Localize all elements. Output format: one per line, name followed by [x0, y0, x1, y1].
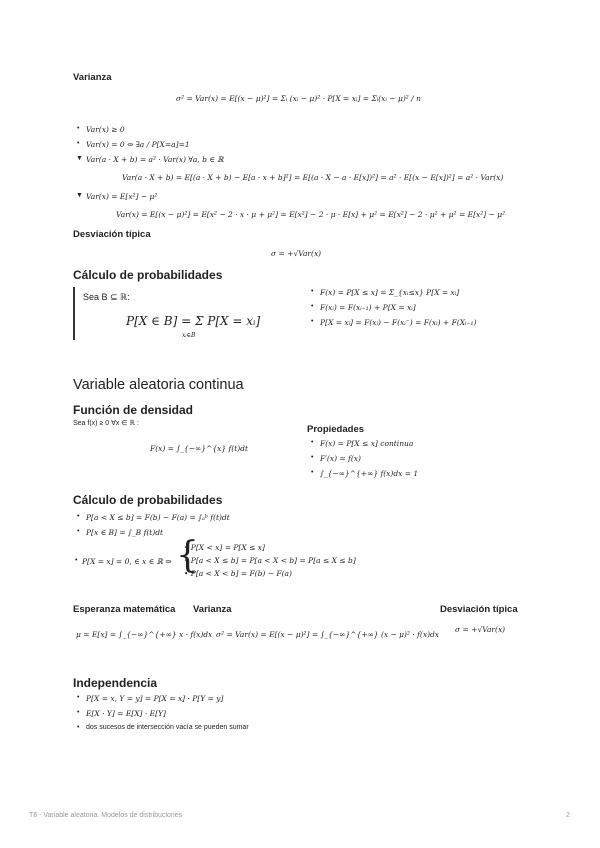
bullet-dot: •: [77, 528, 80, 535]
var-prop-3: Var(a · X + b) = a² · Var(x) ∀a, b ∈ ℝ: [86, 155, 224, 164]
var-prop-4: Var(x) = E[x²] − μ²: [86, 192, 158, 201]
densidad-formula: F(x) = ∫_{−∞}^{x} f(t)dt: [150, 444, 248, 453]
heading-independencia: Independencia: [73, 676, 158, 690]
densidad-prop-3: ∫_{−∞}^{+∞} f(x)dx = 1: [320, 469, 419, 478]
calc-prop-2: F(xᵢ) = F(xᵢ₋₁) + P[X = xᵢ]: [320, 303, 416, 312]
bullet-dot: •: [311, 439, 314, 446]
indep-prop-3: dos sucesos de intersección vacía se pueden sumar: [86, 724, 249, 731]
derivation-2: Var(x) = E[(x − μ)²] = E[x² − 2 · x · μ + μ²] = E[x²] − 2 · μ · E[x] + μ² = E[x²] − 2 · μ² + μ² = E[x²] − μ²: [116, 210, 506, 219]
brace-symbol: {: [176, 535, 199, 576]
bullet-dot: •: [77, 513, 80, 520]
quote-intro: Sea B ⊆ ℝ:: [83, 292, 130, 302]
footer-title: T6 - Variable aleatoria. Modelos de distribuciones: [29, 812, 183, 819]
var-prop-1: Var(x) ≥ 0: [86, 125, 125, 134]
heading-calculo-continuo: Cálculo de probabilidades: [73, 493, 223, 507]
heading-desviacion-continua: Desviación típica: [440, 604, 518, 615]
point-probability: P[X = x] = 0, ∈ x ∈ ℝ ⇒: [82, 557, 172, 566]
title-continua: Variable aleatoria continua: [73, 377, 244, 393]
quote-sum-subscript: xᵢ∈B: [182, 332, 196, 339]
bullet-dot: •: [311, 454, 314, 461]
indep-prop-2: E[X · Y] = E[X] · E[Y]: [86, 709, 166, 718]
bullet-dot: •: [77, 724, 80, 731]
point-case-3: • P[a < X < b] = F(b) − F(a): [184, 569, 292, 578]
heading-desviacion: Desviación típica: [73, 229, 151, 240]
bullet-dot: •: [311, 303, 314, 310]
toggle-triangle-icon[interactable]: ▼: [76, 192, 83, 199]
formula-varianza: σ² = Var(x) = E[(x − μ)²] = Σᵢ (xᵢ − μ)² · P[X = xᵢ] = Σᵢ(xᵢ − μ)² / n: [176, 94, 421, 103]
heading-esperanza: Esperanza matemática: [73, 604, 176, 615]
bullet-dot: •: [311, 288, 314, 295]
heading-calculo-discreto: Cálculo de probabilidades: [73, 268, 223, 282]
quote-bar: [73, 287, 75, 340]
bullet-dot: •: [77, 140, 80, 147]
desviacion-continua-formula: σ = +√Var(x): [455, 625, 506, 634]
densidad-prop-1: F(x) = P[X ≤ x] continua: [320, 439, 414, 448]
bullet-dot: •: [77, 709, 80, 716]
footer-page-number: 2: [566, 812, 570, 819]
var-prop-2: Var(x) = 0 ⇔ ∃a / P[X=a]=1: [86, 140, 190, 149]
formula-desviacion: σ = +√Var(x): [271, 249, 322, 258]
point-case-2: • P[a < X ≤ b] = P[a < X < b] = P[a ≤ X ≤ b]: [184, 556, 356, 565]
calc-prop-1: F(x) = P[X ≤ x] = Σ_{xᵢ≤x} P[X = xᵢ]: [320, 288, 460, 297]
bullet-dot: •: [311, 318, 314, 325]
toggle-triangle-icon[interactable]: ▼: [76, 155, 83, 162]
derivation-1: Var(a · X + b) = E[(a · X + b) − E[a · x + b]²] = E[(a · X − a · E[x])²] = a² · E[(x − E[x])²] = a² · Var(x): [122, 173, 504, 182]
heading-varianza: Varianza: [73, 72, 112, 83]
calc-cont-2: P[x ∈ B] = ∫_B f(t)dt: [86, 528, 164, 537]
bullet-dot: •: [77, 125, 80, 132]
bullet-dot: •: [77, 694, 80, 701]
heading-varianza-continua: Varianza: [193, 604, 232, 615]
bullet-dot: •: [75, 557, 78, 564]
densidad-condition: Sea f(x) ≥ 0 ∀x ∈ ℝ :: [73, 420, 139, 427]
heading-propiedades: Propiedades: [307, 424, 365, 435]
quote-formula: P[X ∈ B] = Σ P[X = xᵢ]: [126, 314, 261, 328]
esperanza-formula: μ = E[x] = ∫_{−∞}^{+∞} x · f(x)dx: [76, 630, 213, 639]
point-case-1: • P[X < x] = P[X ≤ x]: [184, 543, 265, 552]
varianza-continua-formula: σ² = Var(x) = E[(x − μ)²] = ∫_{−∞}^{+∞} (x − μ)² · f(x)dx: [216, 630, 440, 639]
calc-cont-1: P[a < X ≤ b] = F(b) − F(a) = ∫ₐᵇ f(t)dt: [86, 513, 230, 522]
indep-prop-1: P[X = x, Y = y] = P[X = x] · P[Y = y]: [86, 694, 224, 703]
heading-densidad: Función de densidad: [73, 403, 194, 417]
densidad-prop-2: F′(x) = f(x): [320, 454, 361, 463]
bullet-dot: •: [311, 469, 314, 476]
calc-prop-3: P[X = xᵢ] = F(xᵢ) − F(xᵢ⁻) = F(xᵢ) + F(Xᵢ₋₁): [320, 318, 477, 327]
